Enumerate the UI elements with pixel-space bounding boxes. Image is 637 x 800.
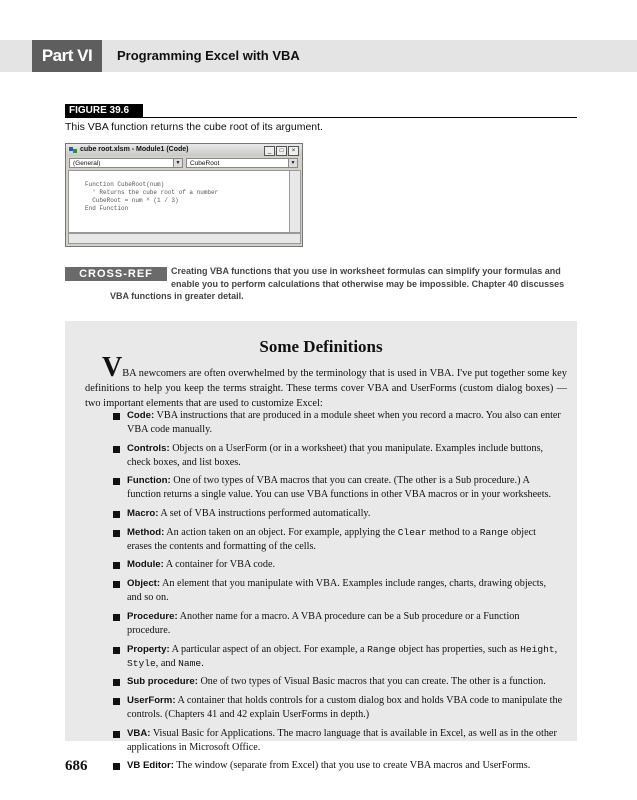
definition-term: Sub procedure: <box>127 676 198 688</box>
definition-term: Module: <box>127 559 164 571</box>
maximize-icon[interactable]: □ <box>276 146 287 156</box>
code-line: Function CubeRoot(num) <box>85 181 165 188</box>
minimize-icon[interactable]: _ <box>264 146 275 156</box>
code-pane[interactable] <box>68 170 291 233</box>
definition-item <box>113 675 563 689</box>
vba-titlebar <box>66 144 302 156</box>
definition-text: Visual Basic for Applications. The macro language that is available in Excel, as well as in the other applications in Microsoft Office. <box>127 727 557 753</box>
cross-ref-badge: CROSS-REF <box>65 267 167 281</box>
code-term: Name <box>178 657 202 669</box>
code-term: Style <box>127 657 156 669</box>
bullet-icon <box>113 647 120 654</box>
cross-ref-text: Creating VBA functions that you use in worksheet formulas can simplify your formulas and enable you to perform calculations that otherwise may be impossible. Chapter 40 discusses <box>171 266 565 289</box>
object-combo-value: (General) <box>73 160 101 167</box>
vba-window-title: cube root.xlsm - Module1 (Code) <box>80 146 189 153</box>
chevron-down-icon[interactable]: ▼ <box>288 159 297 167</box>
definition-term: Controls: <box>127 442 170 454</box>
cross-ref-text-tail: VBA functions in greater detail. <box>110 291 244 301</box>
bullet-icon <box>113 763 120 770</box>
code-term: Range <box>367 643 396 655</box>
definition-text: , <box>554 643 558 655</box>
definition-term: UserForm: <box>127 694 176 706</box>
definition-item <box>113 643 563 671</box>
definition-item <box>113 507 563 521</box>
definition-text: object has properties, such as <box>395 643 521 655</box>
bullet-icon <box>113 530 120 537</box>
close-icon[interactable]: × <box>288 146 299 156</box>
bullet-icon <box>113 614 120 621</box>
page-number: 686 <box>65 758 88 774</box>
definition-text: One of two types of VBA macros that you can create. (The other is a Sub procedure.) A function returns a single value. You can use VBA functions in other VBA macros or in your worksheets. <box>127 475 552 501</box>
definition-text: One of two types of Visual Basic macros that you can create. The other is a function. <box>197 676 546 688</box>
definition-item <box>113 526 563 554</box>
definition-item <box>113 694 563 722</box>
definition-text: A container for VBA code. <box>163 559 276 571</box>
bullet-icon <box>113 413 120 420</box>
definition-term: Property: <box>127 643 170 655</box>
object-combo[interactable] <box>69 158 183 168</box>
code-line: ' Returns the cube root of a number <box>85 189 219 196</box>
definition-text: The window (separate from Excel) that you use to create VBA macros and UserForms. <box>173 760 531 772</box>
intro-text: BA newcomers are often overwhelmed by the terminology that is used in VBA. I've put together some key definitions to help you keep the terms straight. These terms cover VBA and UserForms (custom dialog boxes) — two important elements that are used to customize Excel: <box>85 368 567 409</box>
definition-text: object erases the contents and formatting of the cells. <box>127 526 536 552</box>
definition-term: Method: <box>127 526 165 538</box>
definition-term: Procedure: <box>127 610 178 622</box>
definition-text: A set of VBA instructions performed automatically. <box>158 508 371 520</box>
definition-term: Macro: <box>127 508 159 520</box>
definition-text: A container that holds controls for a custom dialog box and holds VBA code to manipulate the controls. (Chapters 41 and 42 explain UserForms in depth.) <box>127 694 563 720</box>
definition-text: Another name for a macro. A VBA procedure can be a Sub procedure or a Function procedure. <box>127 610 520 636</box>
definition-term: Object: <box>127 578 161 590</box>
code-term: Clear <box>397 526 427 538</box>
procedure-combo-value: CubeRoot <box>190 160 220 167</box>
bullet-icon <box>113 581 120 588</box>
code-line: CubeRoot = num ^ (1 / 3) <box>85 197 179 204</box>
code-term: Height <box>520 643 555 655</box>
figure-label: FIGURE 39.6 <box>65 104 143 117</box>
code-line: End Function <box>85 205 129 212</box>
definition-term: VB Editor: <box>127 760 174 772</box>
horizontal-scrollbar[interactable] <box>68 233 301 244</box>
definition-text: An action taken on an object. For example, applying the <box>164 526 398 538</box>
definition-item <box>113 759 563 773</box>
bullet-icon <box>113 562 120 569</box>
chevron-down-icon[interactable]: ▼ <box>173 159 182 167</box>
definition-text: . <box>201 657 204 669</box>
definition-item <box>113 409 563 437</box>
definition-item <box>113 442 563 470</box>
code-term: Range <box>479 526 509 538</box>
figure-rule <box>65 117 577 118</box>
vertical-scrollbar[interactable] <box>289 170 301 233</box>
vba-code-window <box>65 143 303 247</box>
running-header-title: Programming Excel with VBA <box>117 48 300 63</box>
bullet-icon <box>113 511 120 518</box>
definition-text: A particular aspect of an object. For example, a <box>169 643 368 655</box>
vba-module-icon <box>69 146 78 154</box>
definition-term: Function: <box>127 475 171 487</box>
bullet-icon <box>113 698 120 705</box>
bullet-icon <box>113 679 120 686</box>
definition-text: , and <box>155 657 179 669</box>
bullet-icon <box>113 446 120 453</box>
definition-term: VBA: <box>127 727 151 739</box>
drop-cap: V <box>102 352 123 383</box>
definition-term: Code: <box>127 410 155 421</box>
bullet-icon <box>113 478 120 485</box>
sidebar-title: Some Definitions <box>259 337 383 356</box>
bullet-icon <box>113 731 120 738</box>
definition-item <box>113 474 563 502</box>
definition-text: Objects on a UserForm (or in a worksheet) that you manipulate. Examples include buttons, check boxes, and list boxes. <box>127 442 544 468</box>
definition-text: VBA instructions that are produced in a module sheet when you record a macro. You also can enter VBA code manually. <box>127 410 561 435</box>
procedure-combo[interactable] <box>186 158 298 168</box>
definition-item <box>113 577 563 605</box>
definition-text: An element that you manipulate with VBA. Examples include ranges, charts, drawing objects, and so on. <box>127 578 547 604</box>
sidebar-intro <box>85 352 567 411</box>
definition-list <box>113 409 563 778</box>
definition-text: method to a <box>426 526 480 538</box>
figure-caption: This VBA function returns the cube root of its argument. <box>65 121 323 133</box>
part-label: Part VI <box>32 40 102 72</box>
definition-item <box>113 558 563 572</box>
definition-item <box>113 727 563 755</box>
definition-item <box>113 610 563 638</box>
